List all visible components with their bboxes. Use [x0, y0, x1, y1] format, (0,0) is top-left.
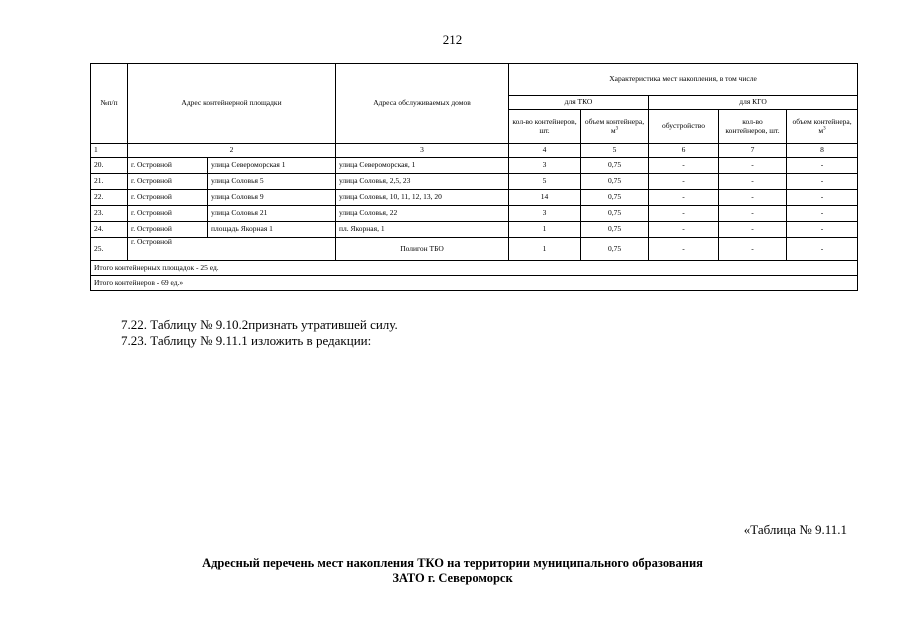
row-kgo-count: - — [719, 206, 787, 222]
row-equip: - — [649, 174, 719, 190]
row-houses: улица Соловья, 2,5, 23 — [336, 174, 509, 190]
colnum-7: 7 — [719, 144, 787, 158]
colnum-8: 8 — [787, 144, 858, 158]
page-number: 212 — [442, 32, 463, 47]
header-num: №п/п — [91, 64, 128, 144]
header-address: Адрес контейнерной площадки — [128, 64, 336, 144]
row-equip: - — [649, 158, 719, 174]
row-volume: 0,75 — [581, 206, 649, 222]
header-houses: Адреса обслуживаемых домов — [336, 64, 509, 144]
table-row — [91, 190, 858, 206]
total-containers: Итого контейнеров - 69 ед.» — [91, 276, 858, 291]
header-row-1 — [91, 64, 858, 96]
table-row — [91, 158, 858, 174]
row-volume: 0,75 — [581, 158, 649, 174]
row-number: 24. — [91, 222, 128, 238]
row-houses: улица Соловья, 10, 11, 12, 13, 20 — [336, 190, 509, 206]
colnum-6: 6 — [649, 144, 719, 158]
row-kgo-volume: - — [787, 222, 858, 238]
colnum-5: 5 — [581, 144, 649, 158]
table-row — [91, 206, 858, 222]
row-number: 25. — [91, 238, 128, 261]
containers-table — [90, 63, 858, 291]
row-count: 1 — [509, 222, 581, 238]
row-volume: 0,75 — [581, 222, 649, 238]
row-equip: - — [649, 206, 719, 222]
paragraph-7-22: 7.22. Таблицу № 9.10.2признать утратившей силу. — [121, 317, 398, 332]
row-number: 22. — [91, 190, 128, 206]
header-characteristics: Характеристика мест накопления, в том числе — [509, 64, 858, 96]
row-number: 21. — [91, 174, 128, 190]
row-volume: 0,75 — [581, 238, 649, 261]
row-houses: пл. Якорная, 1 — [336, 222, 509, 238]
section-heading — [0, 556, 905, 586]
row-street: улица Соловья 9 — [208, 190, 336, 206]
row-city: г. Островной — [128, 174, 208, 190]
header-group-kgo: для КГО — [649, 96, 858, 110]
row-equip: - — [649, 190, 719, 206]
row-volume: 0,75 — [581, 190, 649, 206]
colnum-3: 3 — [336, 144, 509, 158]
row-volume: 0,75 — [581, 174, 649, 190]
row-city: г. Островной — [128, 158, 208, 174]
table-row — [91, 222, 858, 238]
row-kgo-volume: - — [787, 174, 858, 190]
row-kgo-count: - — [719, 174, 787, 190]
header-kgo-count: кол-во контейнеров, шт. — [719, 110, 787, 144]
header-kgo-equip: обустройство — [649, 110, 719, 144]
row-count: 14 — [509, 190, 581, 206]
paragraph-7-23: 7.23. Таблицу № 9.11.1 изложить в редакции: — [121, 333, 372, 348]
colnum-2: 2 — [128, 144, 336, 158]
row-count: 3 — [509, 158, 581, 174]
row-city: г. Островной — [128, 206, 208, 222]
row-houses: Полигон ТБО — [336, 238, 509, 261]
heading-line-2: ЗАТО г. Североморск — [392, 571, 513, 585]
row-street: улица Соловья 21 — [208, 206, 336, 222]
row-number: 20. — [91, 158, 128, 174]
colnum-4: 4 — [509, 144, 581, 158]
colnum-1: 1 — [91, 144, 128, 158]
header-tko-volume: объем контейнера, $м^3$ — [581, 110, 649, 144]
heading-line-1: Адресный перечень мест накопления ТКО на территории муниципального образования — [202, 556, 703, 570]
row-kgo-volume: - — [787, 158, 858, 174]
table-row — [91, 174, 858, 190]
row-city: г. Островной — [128, 222, 208, 238]
row-count: 5 — [509, 174, 581, 190]
row-houses: улица Североморская, 1 — [336, 158, 509, 174]
header-kgo-volume: объем контейнера, $м^3$ — [787, 110, 858, 144]
header-tko-count: кол-во контейнеров, шт. — [509, 110, 581, 144]
row-street: улица Соловья 5 — [208, 174, 336, 190]
row-street: улица Североморская 1 — [208, 158, 336, 174]
row-kgo-count: - — [719, 222, 787, 238]
row-street: площадь Якорная 1 — [208, 222, 336, 238]
column-numbers-row — [91, 144, 858, 158]
row-city: г. Островной — [128, 190, 208, 206]
row-equip: - — [649, 222, 719, 238]
row-kgo-count: - — [719, 158, 787, 174]
row-count: 1 — [509, 238, 581, 261]
row-count: 3 — [509, 206, 581, 222]
row-kgo-volume: - — [787, 206, 858, 222]
row-number: 23. — [91, 206, 128, 222]
row-kgo-count: - — [719, 238, 787, 261]
row-kgo-volume: - — [787, 238, 858, 261]
total-containers-row — [91, 276, 858, 291]
table-reference: «Таблица № 9.11.1 — [743, 522, 847, 537]
row-kgo-volume: - — [787, 190, 858, 206]
total-sites-row — [91, 261, 858, 276]
table-row — [91, 238, 858, 261]
total-sites: Итого контейнерных площадок - 25 ед. — [91, 261, 858, 276]
row-houses: улица Соловья, 22 — [336, 206, 509, 222]
row-equip: - — [649, 238, 719, 261]
row-city: г. Островной — [128, 238, 336, 261]
header-group-tko: для ТКО — [509, 96, 649, 110]
row-kgo-count: - — [719, 190, 787, 206]
